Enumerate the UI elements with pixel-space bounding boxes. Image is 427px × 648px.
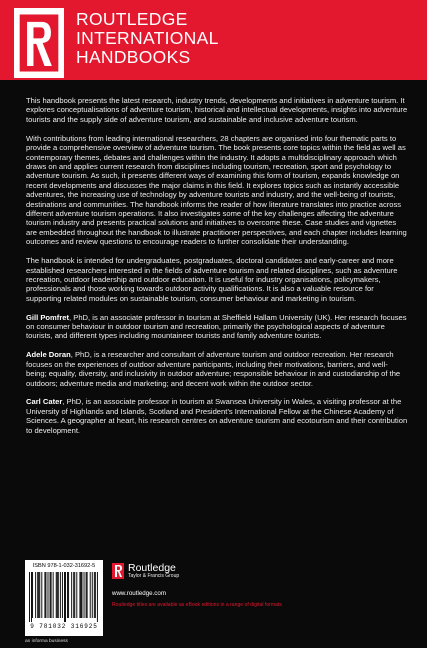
author-name: Adele Doran <box>26 350 71 360</box>
isbn-label: ISBN 978-1-032-31692-5 <box>32 563 96 569</box>
informa-label: an informa business <box>25 639 68 644</box>
barcode-digits: 9 781032 316925 <box>30 623 98 630</box>
publisher-name: Routledge <box>128 562 176 574</box>
series-line-3: HANDBOOKS <box>76 47 191 67</box>
barcode-icon <box>29 572 99 622</box>
author-bio-1 <box>26 313 408 341</box>
header-band <box>0 0 427 80</box>
author-bio-text: , PhD, is an associate professor in tourism at Swansea University in Wales, a visiting professor at the University of Highlands and Islands, Scotland and President’s International Fellow at the Chinese Academy of Sciences. A geographer at heart, his research centres on adventure tourism and ecotourism and their contribution to development. <box>26 397 408 435</box>
author-bio-3 <box>26 397 408 435</box>
description-paragraph-2: With contributions from leading international researchers, 28 chapters are organised into four thematic parts to provide a comprehensive overview of adventure tourism. The book presents core topics within the field as well as contemporary themes, debates and challenges within the industry. It adopts a multidisciplinary approach which draws on and applies current research from disciplines including tourism, recreation, sport and psychology to adventure tourism. As such, it presents different ways of examining this form of tourism, expands knowledge on recent developments and discusses the major claims in this field. It explores topics such as instantly accessible adventures, the increasing use of technology by adventure tourists and industry, and the well-being of tourists, destinations and communities. The handbook informs the reader of how literature translates into practice across different adventure tourism operations. It also investigates some of the key challenges affecting the adventure tourism industry and presents practical solutions and initiatives to overcome these. Case studies and vignettes are embedded throughout the handbook to illustrate practitioner perspectives, and each chapter includes learning outcomes and review questions to encourage readers to further consolidate their understanding. <box>26 133 407 247</box>
ebook-note: Routledge titles are available as eBook editions in a range of digital formats <box>112 602 282 608</box>
routledge-small-icon <box>112 563 124 579</box>
series-line-1: ROUTLEDGE <box>76 9 188 29</box>
routledge-r-icon <box>16 10 62 76</box>
author-name: Gill Pomfret <box>26 312 70 322</box>
author-name: Carl Cater <box>26 397 63 407</box>
back-cover-footer <box>0 555 427 648</box>
routledge-logo <box>14 8 64 78</box>
description-paragraph-1: This handbook presents the latest research, industry trends, developments and initiatives in adventure tourism. It explores conceptualisations of adventure tourism, historical and intellectual developments, insights into adventure tourists and the supply side of adventure tourism, and sustainable and inclusive adventure tourism. <box>26 96 408 124</box>
author-bio-text: , PhD, is an associate professor in tourism at Sheffield Hallam University (UK). Her research focuses on consumer behaviour in outdoor tourism and recreation, primarily the psychological aspects of adventure tourists, and different types including mountaineer tourists and family adventure tourists. <box>26 312 407 341</box>
publisher-url: www.routledge.com <box>112 590 166 597</box>
series-title <box>76 10 219 67</box>
author-bio-text: , PhD, is a researcher and consultant of adventure tourism and outdoor recreation. Her research focuses on the experiences of outdoor adventure participants, including their motivations, barriers, and well-being; equality, diversity, and inclusivity in outdoor adventure; responsible behaviour in and custodianship of the outdoors; adventure media and marketing; and decent work within the outdoor sector. <box>26 350 401 388</box>
author-bio-2 <box>26 350 408 388</box>
barcode-block <box>25 560 103 636</box>
back-cover-text <box>26 96 408 445</box>
series-line-2: INTERNATIONAL <box>76 28 219 48</box>
publisher-group: Taylor & Francis Group <box>128 573 180 579</box>
description-paragraph-3: The handbook is intended for undergraduates, postgraduates, doctoral candidates and early-career and more established researchers interested in the fields of adventure tourism and related disciplines, such as adventure recreation, outdoor leadership and outdoor education. It is useful for industry organisations, policymakers, professionals and those working towards outdoor activity qualifications. It is also a valuable resource for supporting related modules on sustainable tourism, consumer behaviour and marketing in tourism. <box>26 256 398 303</box>
